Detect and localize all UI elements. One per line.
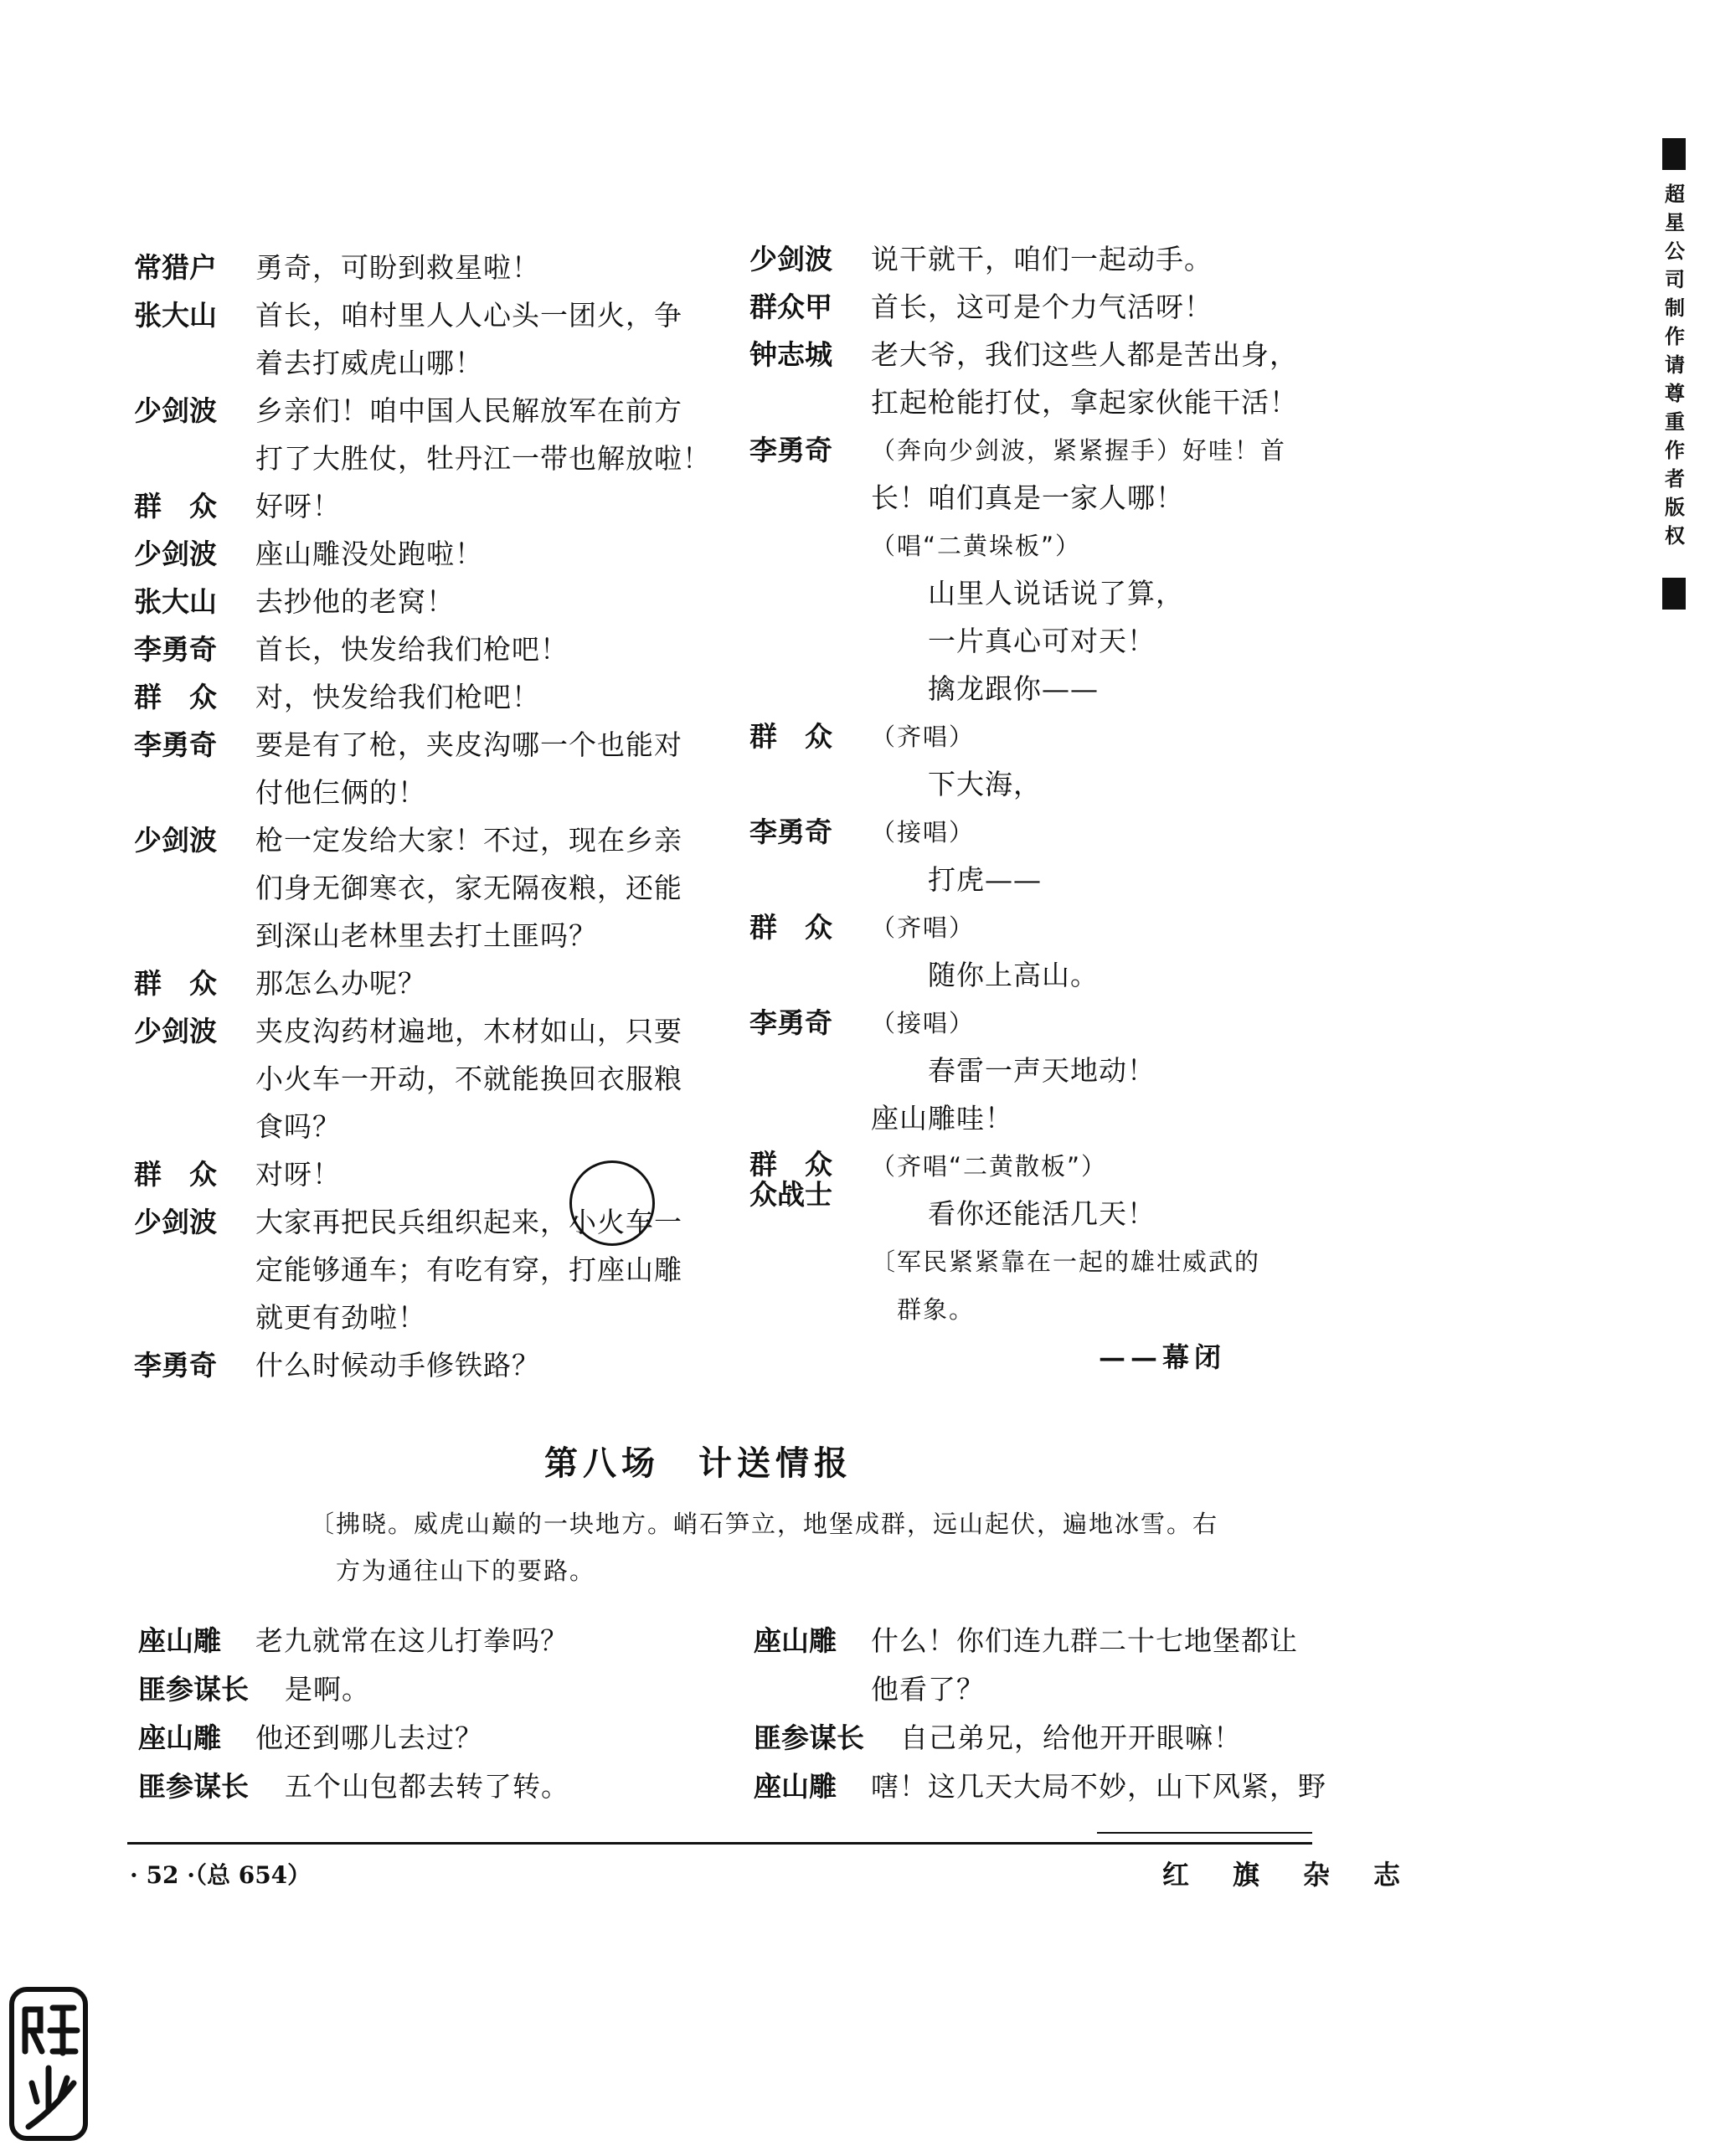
dialogue-line: 群象。: [871, 1295, 976, 1324]
dialogue-line: 自己弟兄，给他开开眼嘛！: [900, 1721, 1242, 1754]
dialogue-line: 付他仨俩的！: [255, 776, 426, 809]
dialogue-line: 那怎么办呢？: [255, 967, 426, 1000]
dialogue-line: 一片真心可对天！: [871, 625, 1156, 657]
dialogue-line: 就更有劲啦！: [255, 1301, 426, 1334]
dialogue-line: 〔军民紧紧靠在一起的雄壮威武的: [871, 1248, 1261, 1276]
footer-rule-thin: [1097, 1832, 1312, 1834]
dialogue-line: 们身无御寒衣，家无隔夜粮，还能: [255, 872, 682, 904]
speaker-name: 座山雕: [754, 1624, 837, 1657]
dialogue-line: （齐唱）: [871, 913, 976, 942]
scene8-left-column: [138, 1624, 724, 1825]
speaker-name: 少剑波: [134, 1015, 217, 1047]
dialogue-line: 对，快发给我们枪吧！: [255, 681, 540, 713]
dialogue-line: 他还到哪儿去过？: [255, 1721, 483, 1754]
speaker-name: 常猎户: [134, 251, 217, 284]
dialogue-line: 扛起枪能打仗，拿起家伙能干活！: [871, 386, 1298, 419]
speaker-name: 匪参谋长: [754, 1721, 864, 1754]
dialogue-line: 下大海，: [871, 768, 1042, 800]
dialogue-line: 要是有了枪，夹皮沟哪一个也能对: [255, 728, 682, 761]
speaker-name: 匪参谋长: [138, 1770, 249, 1803]
speaker-name: 群 众: [134, 1158, 217, 1191]
dialogue-line: 打了大胜仗，牡丹江一带也解放啦！: [255, 442, 711, 475]
speaker-name: 少剑波: [134, 824, 217, 857]
stage-direction-line: 〔拂晓。威虎山巅的一块地方。峭石笋立，地堡成群，远山起伏，遍地冰雪。右: [310, 1510, 1219, 1538]
speaker-name: 少剑波: [749, 243, 832, 275]
dialogue-line: 嗐！这几天大局不妙，山下风紧，野: [871, 1770, 1326, 1803]
dialogue-line: 随你上高山。: [871, 959, 1099, 991]
speaker-name: 群 众: [134, 967, 217, 1000]
dialogue-line: 枪一定发给大家！不过，现在乡亲: [255, 824, 682, 857]
dialogue-line: 是啊。: [285, 1673, 370, 1706]
speaker-name: 钟志城: [749, 338, 832, 371]
stage-direction-line: 方为通往山下的要路。: [310, 1557, 596, 1585]
dialogue-line: 夹皮沟药材遍地，木材如山，只要: [255, 1015, 682, 1047]
speaker-name: 群 众 众战士: [749, 1148, 832, 1211]
dialogue-line: 大家再把民兵组织起来，小火车一: [255, 1206, 682, 1238]
seal-stamp: [7, 1984, 90, 2143]
dialogue-right-column: [749, 243, 1336, 1331]
dialogue-line: 首长，快发给我们枪吧！: [255, 633, 569, 666]
dialogue-line: 勇奇，可盼到救星啦！: [255, 251, 540, 284]
dialogue-line: 老大爷，我们这些人都是苦出身，: [871, 338, 1298, 371]
speaker-name: 群 众: [749, 911, 832, 944]
speaker-name: 李勇奇: [749, 434, 832, 466]
speaker-name: 李勇奇: [134, 1349, 217, 1382]
speaker-name: 匪参谋长: [138, 1673, 249, 1706]
dialogue-line: 首长，这可是个力气活呀！: [871, 291, 1213, 323]
dialogue-line: 乡亲们！咱中国人民解放军在前方: [255, 394, 682, 427]
dialogue-line: 看你还能活几天！: [871, 1197, 1156, 1230]
dialogue-line: 首长，咱村里人人心头一团火，争: [255, 299, 682, 332]
side-copyright-note: 超星公司制作请尊重作者版权: [1665, 183, 1685, 548]
stage-direction: [310, 1507, 1398, 1591]
scene8-right-column: [754, 1624, 1340, 1825]
dialogue-line: （唱“二黄垛板”）: [871, 532, 1082, 560]
dialogue-line: 长！咱们真是一家人哪！: [871, 481, 1184, 514]
speaker-name: 张大山: [134, 299, 217, 332]
scene-title: 第八场 计送情报: [544, 1443, 852, 1483]
dialogue-line: 着去打威虎山哪！: [255, 347, 483, 379]
speaker-name: 座山雕: [138, 1721, 221, 1754]
dialogue-line: 好呀！: [255, 490, 341, 522]
dialogue-line: 老九就常在这儿打拳吗？: [255, 1624, 569, 1657]
dialogue-line: （齐唱）: [871, 723, 976, 751]
speaker-name: 群 众: [134, 490, 217, 522]
speaker-name: 少剑波: [134, 1206, 217, 1238]
footer-rule: [127, 1842, 1312, 1845]
dialogue-line: 到深山老林里去打土匪吗？: [255, 919, 597, 952]
handwritten-circle-mark: [569, 1160, 655, 1246]
speaker-name: 李勇奇: [749, 1006, 832, 1039]
dialogue-line: 小火车一开动，不就能换回衣服粮: [255, 1063, 682, 1095]
dialogue-line: 座山雕哇！: [871, 1102, 1013, 1135]
speaker-name: 群 众: [749, 720, 832, 753]
dialogue-line: 什么时候动手修铁路？: [255, 1349, 540, 1382]
dialogue-line: 山里人说话说了算，: [871, 577, 1184, 610]
speaker-name: 李勇奇: [749, 816, 832, 848]
magazine-name: 红 旗 杂 志: [1162, 1859, 1409, 1891]
dialogue-line: 他看了？: [871, 1673, 985, 1706]
dialogue-line: 什么！你们连九群二十七地堡都让: [871, 1624, 1298, 1657]
speaker-name: 座山雕: [754, 1770, 837, 1803]
speaker-name: 李勇奇: [134, 728, 217, 761]
speaker-name: 李勇奇: [134, 633, 217, 666]
dialogue-line: （接唱）: [871, 1009, 976, 1037]
side-bar-bottom: [1662, 578, 1686, 610]
dialogue-line: 座山雕没处跑啦！: [255, 538, 483, 570]
dialogue-line: （奔向少剑波，紧紧握手）好哇！首: [871, 436, 1287, 465]
speaker-name: 少剑波: [134, 394, 217, 427]
speaker-name: 座山雕: [138, 1624, 221, 1657]
dialogue-line: 打虎——: [871, 863, 1042, 896]
dialogue-line: 食吗？: [255, 1110, 341, 1143]
dialogue-line: 春雷一声天地动！: [871, 1054, 1156, 1087]
dialogue-line: 去抄他的老窝！: [255, 585, 455, 618]
curtain-falls: ——幕闭: [1099, 1341, 1227, 1373]
dialogue-line: （齐唱“二黄散板”）: [871, 1152, 1108, 1181]
dialogue-line: 五个山包都去转了转。: [285, 1770, 569, 1803]
dialogue-line: 擒龙跟你——: [871, 672, 1099, 705]
dialogue-line: 对呀！: [255, 1158, 341, 1191]
page-number: · 52 ·（总 654）: [130, 1861, 312, 1889]
speaker-name: 群众甲: [749, 291, 832, 323]
dialogue-line: （接唱）: [871, 818, 976, 846]
speaker-name: 群 众: [134, 681, 217, 713]
speaker-name: 少剑波: [134, 538, 217, 570]
dialogue-line: 说干就干，咱们一起动手。: [871, 243, 1213, 275]
side-bar-top: [1662, 138, 1686, 170]
speaker-name: 张大山: [134, 585, 217, 618]
dialogue-line: 定能够通车；有吃有穿，打座山雕: [255, 1253, 682, 1286]
